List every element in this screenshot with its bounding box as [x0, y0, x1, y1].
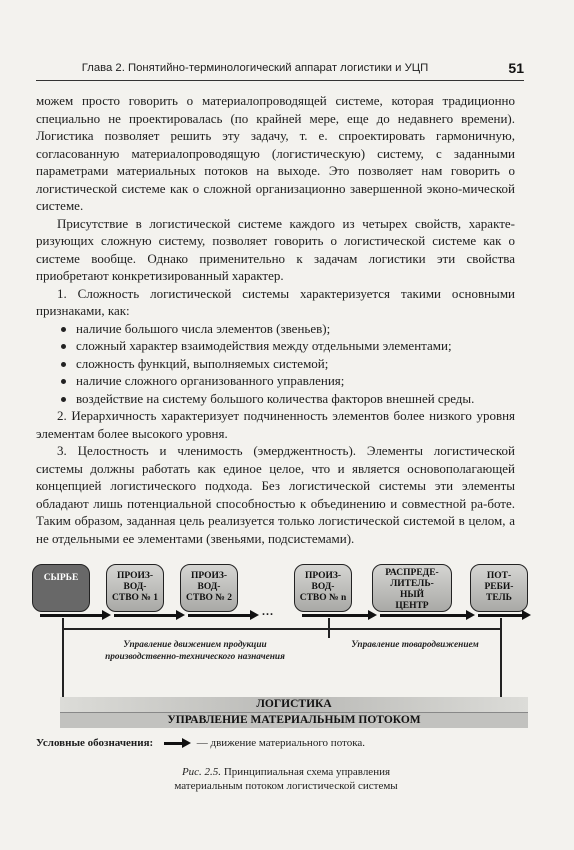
legend-text: — движение материального потока.	[196, 737, 366, 749]
paragraph-1: можем просто говорить о материалопроводящей системе, которая традиционно специально не проектировалась (по крайней мере, еще до недавнего времени). Логистика позволяет решить эту задачу, т. е. спроектировать гармоничную, согласованную материалопроводящую (логистическую) систему, с заданными параметрами материальных потоков на выходе. Это позволяет нам говорить о логистической системе как о сложной организационно завершенной эконо-мической системе.	[36, 93, 515, 213]
stage-raw-material: СЫРЬЕ	[32, 564, 90, 612]
chapter-title: Глава 2. Понятийно-терминологический аппарат логистики и УЦП	[81, 62, 429, 74]
paragraph-5: 3. Целостность и членимость (эмерджентность). Элементы логистической системы должны работать как единое целое, что и является основополагающей концепцией логистического подхода. Без логистической системы эти элементы обладают лишь потенциальной способностью к объединению и совместной ра-боте. Таким образом, заданная цель реализуется только логистической системой в целом, а не отдельными ее элементами (звеньями, подсистемами).	[36, 443, 515, 546]
paragraph-4: 2. Иерархичность характеризует подчиненность элементов более низкого уровня элементам более высокого уровня.	[36, 408, 516, 441]
ellipsis: ...	[262, 604, 274, 618]
flow-arrow	[188, 614, 252, 617]
logistics-band: ЛОГИСТИКА	[60, 697, 528, 712]
bracket-line	[62, 628, 502, 630]
list-item: сложный характер взаимодействия между отдельными элементами;	[36, 337, 515, 355]
flow-arrow	[478, 614, 524, 617]
label-production-management: Управление движением продукции производственно-технического назначения	[105, 640, 285, 662]
body-text	[36, 92, 515, 547]
page-number: 51	[508, 60, 524, 76]
list-item: наличие сложного организованного управления;	[36, 372, 515, 390]
stage-distribution-center: РАСПРЕДЕ- ЛИТЕЛЬ- НЫЙ ЦЕНТР	[372, 564, 452, 612]
flow-arrow	[302, 614, 370, 617]
stage-consumer: ПОТ- РЕБИ- ТЕЛЬ	[470, 564, 528, 612]
list-item: наличие большого числа элементов (звеньев);	[36, 320, 515, 338]
flow-arrow	[380, 614, 468, 617]
caption-line-1: Принципиальная схема управления	[223, 766, 391, 778]
paragraph-2: Присутствие в логистической системе каждого из четырех свойств, характе-ризующих сложную систему, позволяет говорить о логистической системе как о системе вообще. Однако применительно к задачам логистики эти свойства приобретают конкретизированный характер.	[36, 215, 515, 283]
flow-arrow	[40, 614, 104, 617]
legend	[36, 737, 536, 749]
stage-production-1: ПРОИЗ- ВОД- СТВО № 1	[106, 564, 164, 612]
flow-arrow	[114, 614, 178, 617]
stage-production-2: ПРОИЗ- ВОД- СТВО № 2	[180, 564, 238, 612]
list-item: сложность функций, выполняемых системой;	[36, 355, 515, 373]
figure-caption	[36, 765, 536, 793]
material-flow-band: УПРАВЛЕНИЕ МАТЕРИАЛЬНЫМ ПОТОКОМ	[60, 712, 528, 728]
figure-number: Рис. 2.5.	[181, 766, 222, 778]
legend-arrow-icon	[164, 742, 184, 745]
running-header	[36, 58, 524, 81]
label-distribution-management: Управление товародвижением	[351, 640, 479, 650]
caption-line-2: материальным потоком логистической системы	[174, 780, 398, 792]
stage-production-n: ПРОИЗ- ВОД- СТВО № n	[294, 564, 352, 612]
list-item: воздействие на систему большого количества факторов внешней среды.	[36, 390, 515, 408]
legend-label: Условные обозначения:	[36, 737, 154, 749]
bullet-list	[36, 320, 515, 408]
paragraph-3: 1. Сложность логистической системы характеризуется такими основными признаками, как:	[36, 285, 515, 318]
logistics-flow-diagram	[30, 560, 530, 750]
